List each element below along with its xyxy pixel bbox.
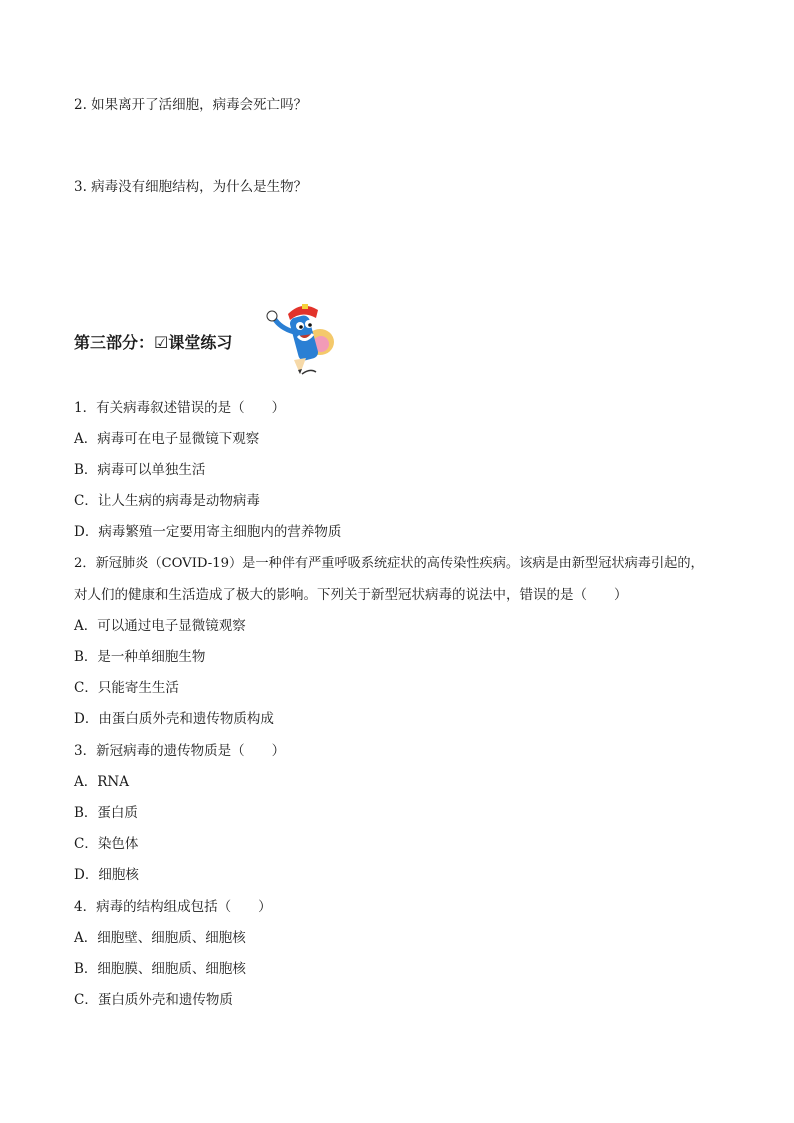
q3-option-a: A．RNA [74,774,129,790]
q1-option-d: D．病毒繁殖一定要用寄主细胞内的营养物质 [74,524,342,540]
q1-option-c: C．让人生病的病毒是动物病毒 [74,493,260,509]
q2-option-a: A．可以通过电子显微镜观察 [74,618,246,634]
q3-option-d: D．细胞核 [74,867,139,883]
q3-option-c: C．染色体 [74,836,139,852]
pencil-mascot-icon [258,298,344,380]
q4-stem: 4．病毒的结构组成包括（ ） [74,899,272,915]
q2-option-d: D．由蛋白质外壳和遗传物质构成 [74,711,274,727]
q3-stem: 3．新冠病毒的遗传物质是（ ） [74,743,286,759]
q2-option-c: C．只能寄生生活 [74,680,179,696]
q3-option-b: B．蛋白质 [74,805,138,821]
question-3-text: 3. 病毒没有细胞结构，为什么是生物？ [74,179,308,195]
q1-option-a: A．病毒可在电子显微镜下观察 [74,431,260,447]
section-title: 第三部分：☑课堂练习 [74,333,233,352]
q2-option-b: B．是一种单细胞生物 [74,649,206,665]
q4-option-c: C．蛋白质外壳和遗传物质 [74,992,233,1008]
q1-option-b: B．病毒可以单独生活 [74,462,206,478]
q4-option-a: A．细胞壁、细胞质、细胞核 [74,930,246,946]
question-2-text: 2. 如果离开了活细胞，病毒会死亡吗？ [74,97,308,113]
q2-stem-line1: 2．新冠肺炎（COVID-19）是一种伴有严重呼吸系统症状的高传染性疾病。该病是由新型冠状病毒引起的， [74,556,704,571]
q2-stem-line2: 对人们的健康和生活造成了极大的影响。下列关于新型冠状病毒的说法中，错误的是（ ） [74,587,628,603]
q1-stem: 1．有关病毒叙述错误的是（ ） [74,400,286,416]
q4-option-b: B．细胞膜、细胞质、细胞核 [74,961,246,977]
